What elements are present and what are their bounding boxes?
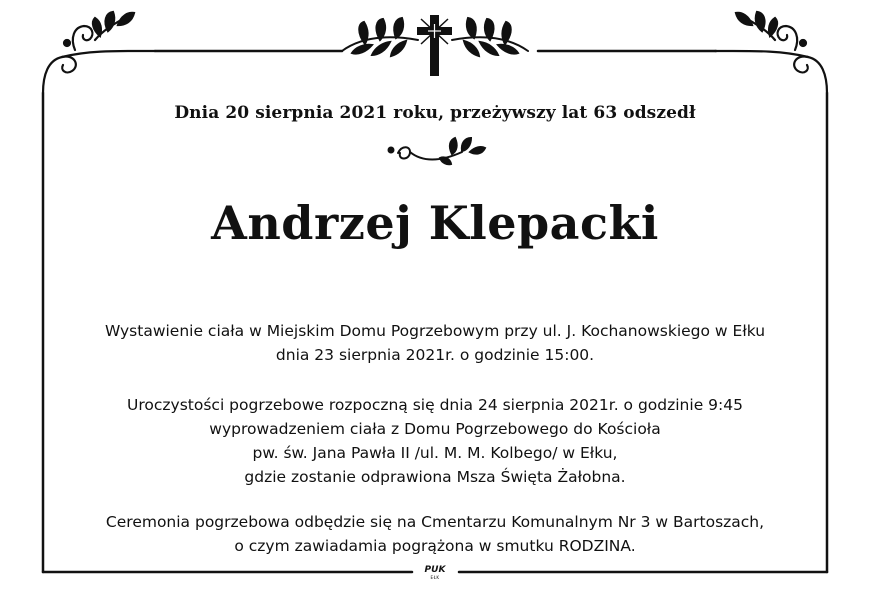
logo-text: PUK [424, 565, 446, 575]
olive-branch-icon [452, 18, 528, 56]
paragraph-line: Uroczystości pogrzebowe rozpoczną się dnia 24 sierpnia 2021r. o godzinie 9:45 [127, 396, 743, 414]
logo-subtext: EŁK [430, 575, 440, 580]
paragraph-line: Wystawienie ciała w Miejskim Domu Pogrzebowym przy ul. J. Kochanowskiego w Ełku [104, 322, 766, 340]
corner-flourish-icon [43, 12, 155, 93]
funeral-ceremony-paragraph [0, 393, 870, 489]
deceased-name: Andrzej Klepacki [211, 196, 659, 250]
paragraph-line: Ceremonia pogrzebowa odbędzie się na Cmentarzu Komunalnym Nr 3 w Bartoszach, [105, 513, 765, 531]
burial-paragraph [0, 510, 870, 558]
vine-divider-icon [389, 138, 486, 164]
paragraph-line: pw. św. Jana Pawła II /ul. M. M. Kolbego/ w Ełku, [252, 444, 618, 462]
olive-branch-icon [342, 18, 418, 56]
paragraph-line: wyprowadzeniem ciała z Domu Pogrzebowego do Kościoła [209, 420, 661, 438]
cross-icon [417, 15, 452, 76]
viewing-paragraph [0, 319, 870, 367]
corner-flourish-icon [715, 12, 827, 93]
paragraph-line: o czym zawiadamia pogrążona w smutku RODZINA. [234, 537, 636, 555]
puk-logo [419, 565, 451, 582]
paragraph-line: gdzie zostanie odprawiona Msza Święta Żałobna. [244, 468, 626, 486]
death-announcement-intro: Dnia 20 sierpnia 2021 roku, przeżywszy lat 63 odszedł [174, 103, 696, 123]
paragraph-line: dnia 23 sierpnia 2021r. o godzinie 15:00. [275, 346, 595, 364]
